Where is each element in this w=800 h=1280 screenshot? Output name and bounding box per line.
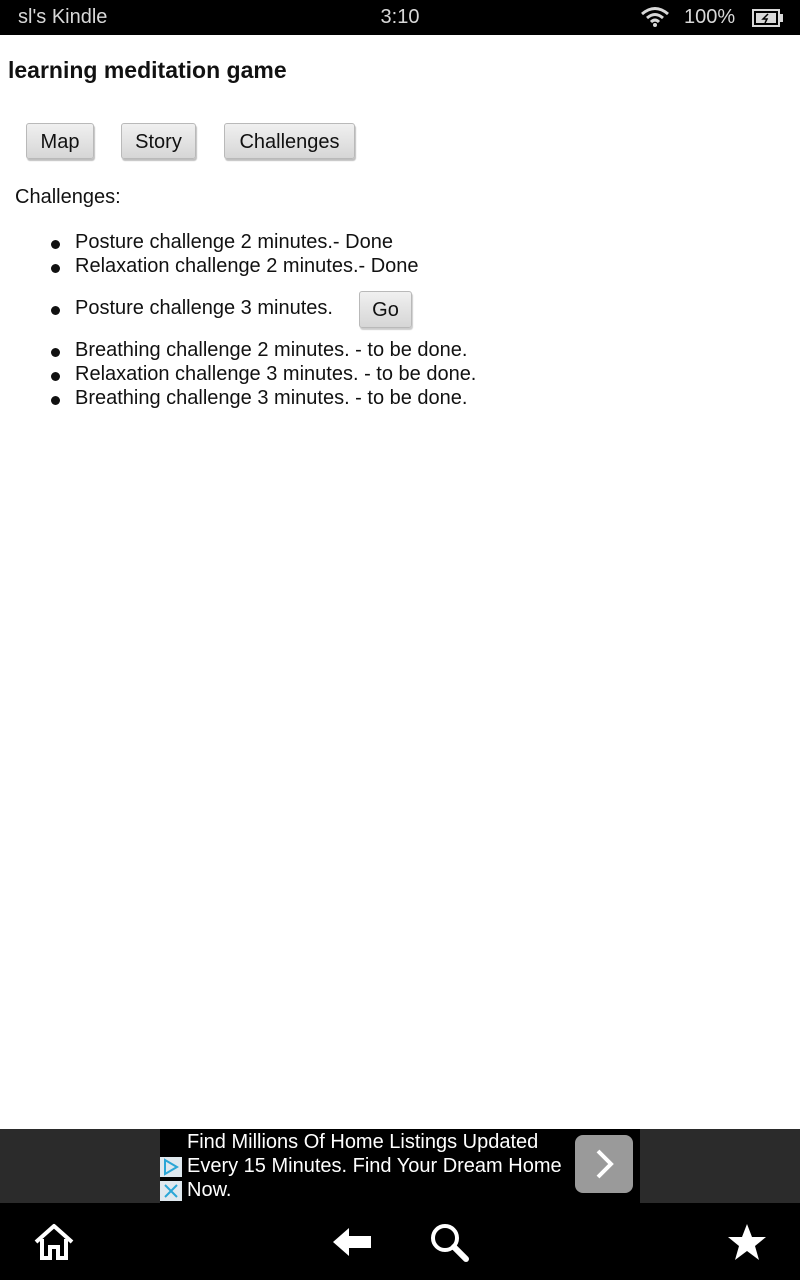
search-icon[interactable]	[428, 1221, 470, 1263]
ad-arrow-button[interactable]	[575, 1135, 633, 1193]
status-bar	[0, 0, 800, 35]
list-item-text: Posture challenge 2 minutes.- Done	[75, 231, 393, 253]
bullet-icon	[51, 348, 60, 357]
ad-box[interactable]	[160, 1129, 640, 1203]
challenges-heading: Challenges:	[15, 186, 121, 208]
ad-choices-icon[interactable]	[160, 1157, 182, 1177]
ad-banner	[0, 1129, 800, 1203]
home-icon[interactable]	[33, 1221, 75, 1263]
ad-close-icon[interactable]	[160, 1181, 182, 1201]
bullet-icon	[51, 306, 60, 315]
story-button[interactable]: Story	[121, 123, 196, 159]
list-item-text: Posture challenge 3 minutes.	[75, 297, 333, 319]
list-item-text: Breathing challenge 3 minutes. - to be done.	[75, 387, 468, 409]
list-item-text: Relaxation challenge 3 minutes. - to be done.	[75, 363, 477, 385]
map-button[interactable]: Map	[26, 123, 94, 159]
bottom-nav-bar	[0, 1203, 800, 1280]
device-name: sl's Kindle	[18, 6, 108, 28]
star-icon[interactable]	[726, 1221, 768, 1263]
list-item-text: Relaxation challenge 2 minutes.- Done	[75, 255, 419, 277]
back-icon[interactable]	[331, 1221, 373, 1263]
battery-icon	[752, 9, 784, 27]
bullet-icon	[51, 264, 60, 273]
app-title: learning meditation game	[8, 57, 287, 83]
wifi-icon	[640, 6, 670, 28]
bullet-icon	[51, 372, 60, 381]
chevron-right-icon	[575, 1135, 633, 1193]
ad-text[interactable]: Find Millions Of Home Listings Updated Every 15 Minutes. Find Your Dream Home Now.	[187, 1131, 562, 1201]
clock: 3:10	[380, 6, 420, 28]
list-item-text: Breathing challenge 2 minutes. - to be done.	[75, 339, 468, 361]
challenges-button[interactable]: Challenges	[224, 123, 355, 159]
bullet-icon	[51, 396, 60, 405]
go-button[interactable]: Go	[359, 291, 412, 328]
battery-percent: 100%	[684, 6, 736, 28]
bullet-icon	[51, 240, 60, 249]
